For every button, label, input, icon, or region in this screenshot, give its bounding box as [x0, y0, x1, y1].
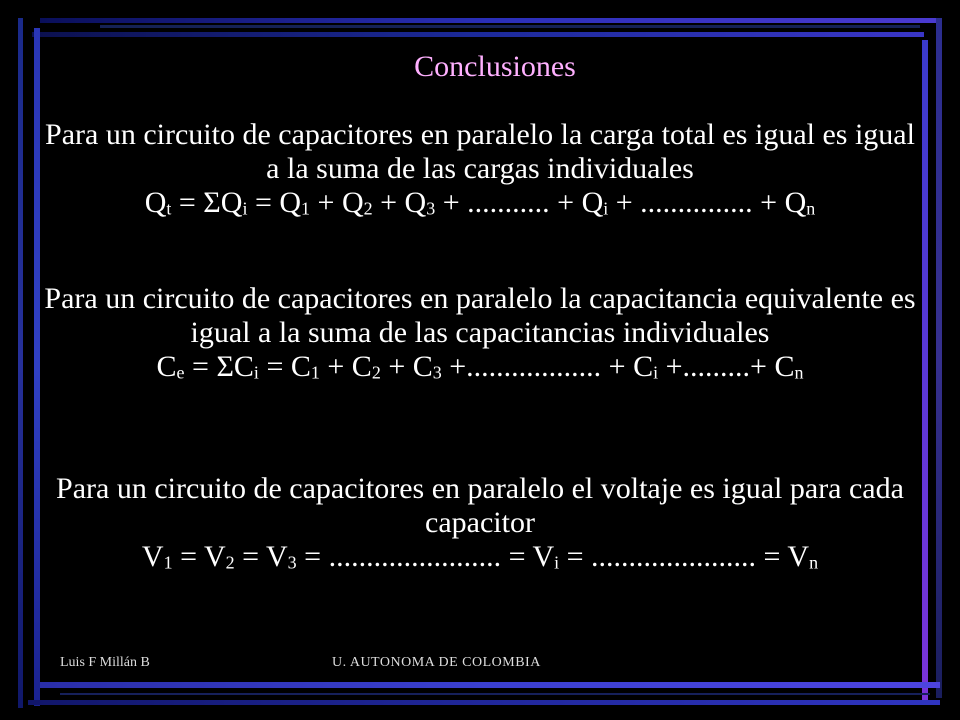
footer-organization: U. AUTONOMA DE COLOMBIA — [332, 655, 541, 670]
frame-bar-top-inner — [32, 32, 924, 37]
frame-bar-bottom-outer — [28, 700, 940, 705]
conclusion-voltage — [40, 472, 920, 574]
frame-bar-top — [40, 18, 936, 23]
conclusion-capacitance-text: Para un circuito de capacitores en paralelo la capacitancia equivalente es igual a la suma de las capacitancias individuales — [44, 282, 916, 349]
footer-author: Luis F Millán B — [60, 655, 150, 670]
conclusion-charge-text: Para un circuito de capacitores en paralelo la carga total es igual es igual a la suma de las cargas individuales — [45, 118, 915, 185]
conclusion-capacitance — [40, 282, 920, 384]
conclusion-charge — [40, 118, 920, 220]
slide-title: Conclusiones — [414, 50, 576, 83]
frame-bar-top-thin — [100, 25, 920, 28]
charge-formula: $Q_t = \Sigma Q_i = Q_1 + Q_2 + Q_3$ + ........... + $Q_i$ + ............... + $Q_n$ — [144, 186, 816, 219]
capacitance-formula: $C_e = \Sigma C_i = C_1 + C_2 + C_3$ +.................. + $C_i$ +.........+ $C_n$ — [156, 350, 804, 383]
frame-bar-bottom-thin — [60, 693, 930, 695]
frame-bar-left-outer — [18, 18, 23, 708]
frame-bar-right-inner — [922, 40, 928, 700]
voltage-formula: $V_1 = V_2 = V_3$ = ....................... = $V_i$ = ...................... = $V_n$ — [141, 540, 819, 573]
frame-bar-right-outer — [936, 18, 942, 698]
frame-bar-bottom-inner — [40, 682, 940, 688]
conclusion-voltage-text: Para un circuito de capacitores en paralelo el voltaje es igual para cada capacitor — [56, 472, 904, 539]
